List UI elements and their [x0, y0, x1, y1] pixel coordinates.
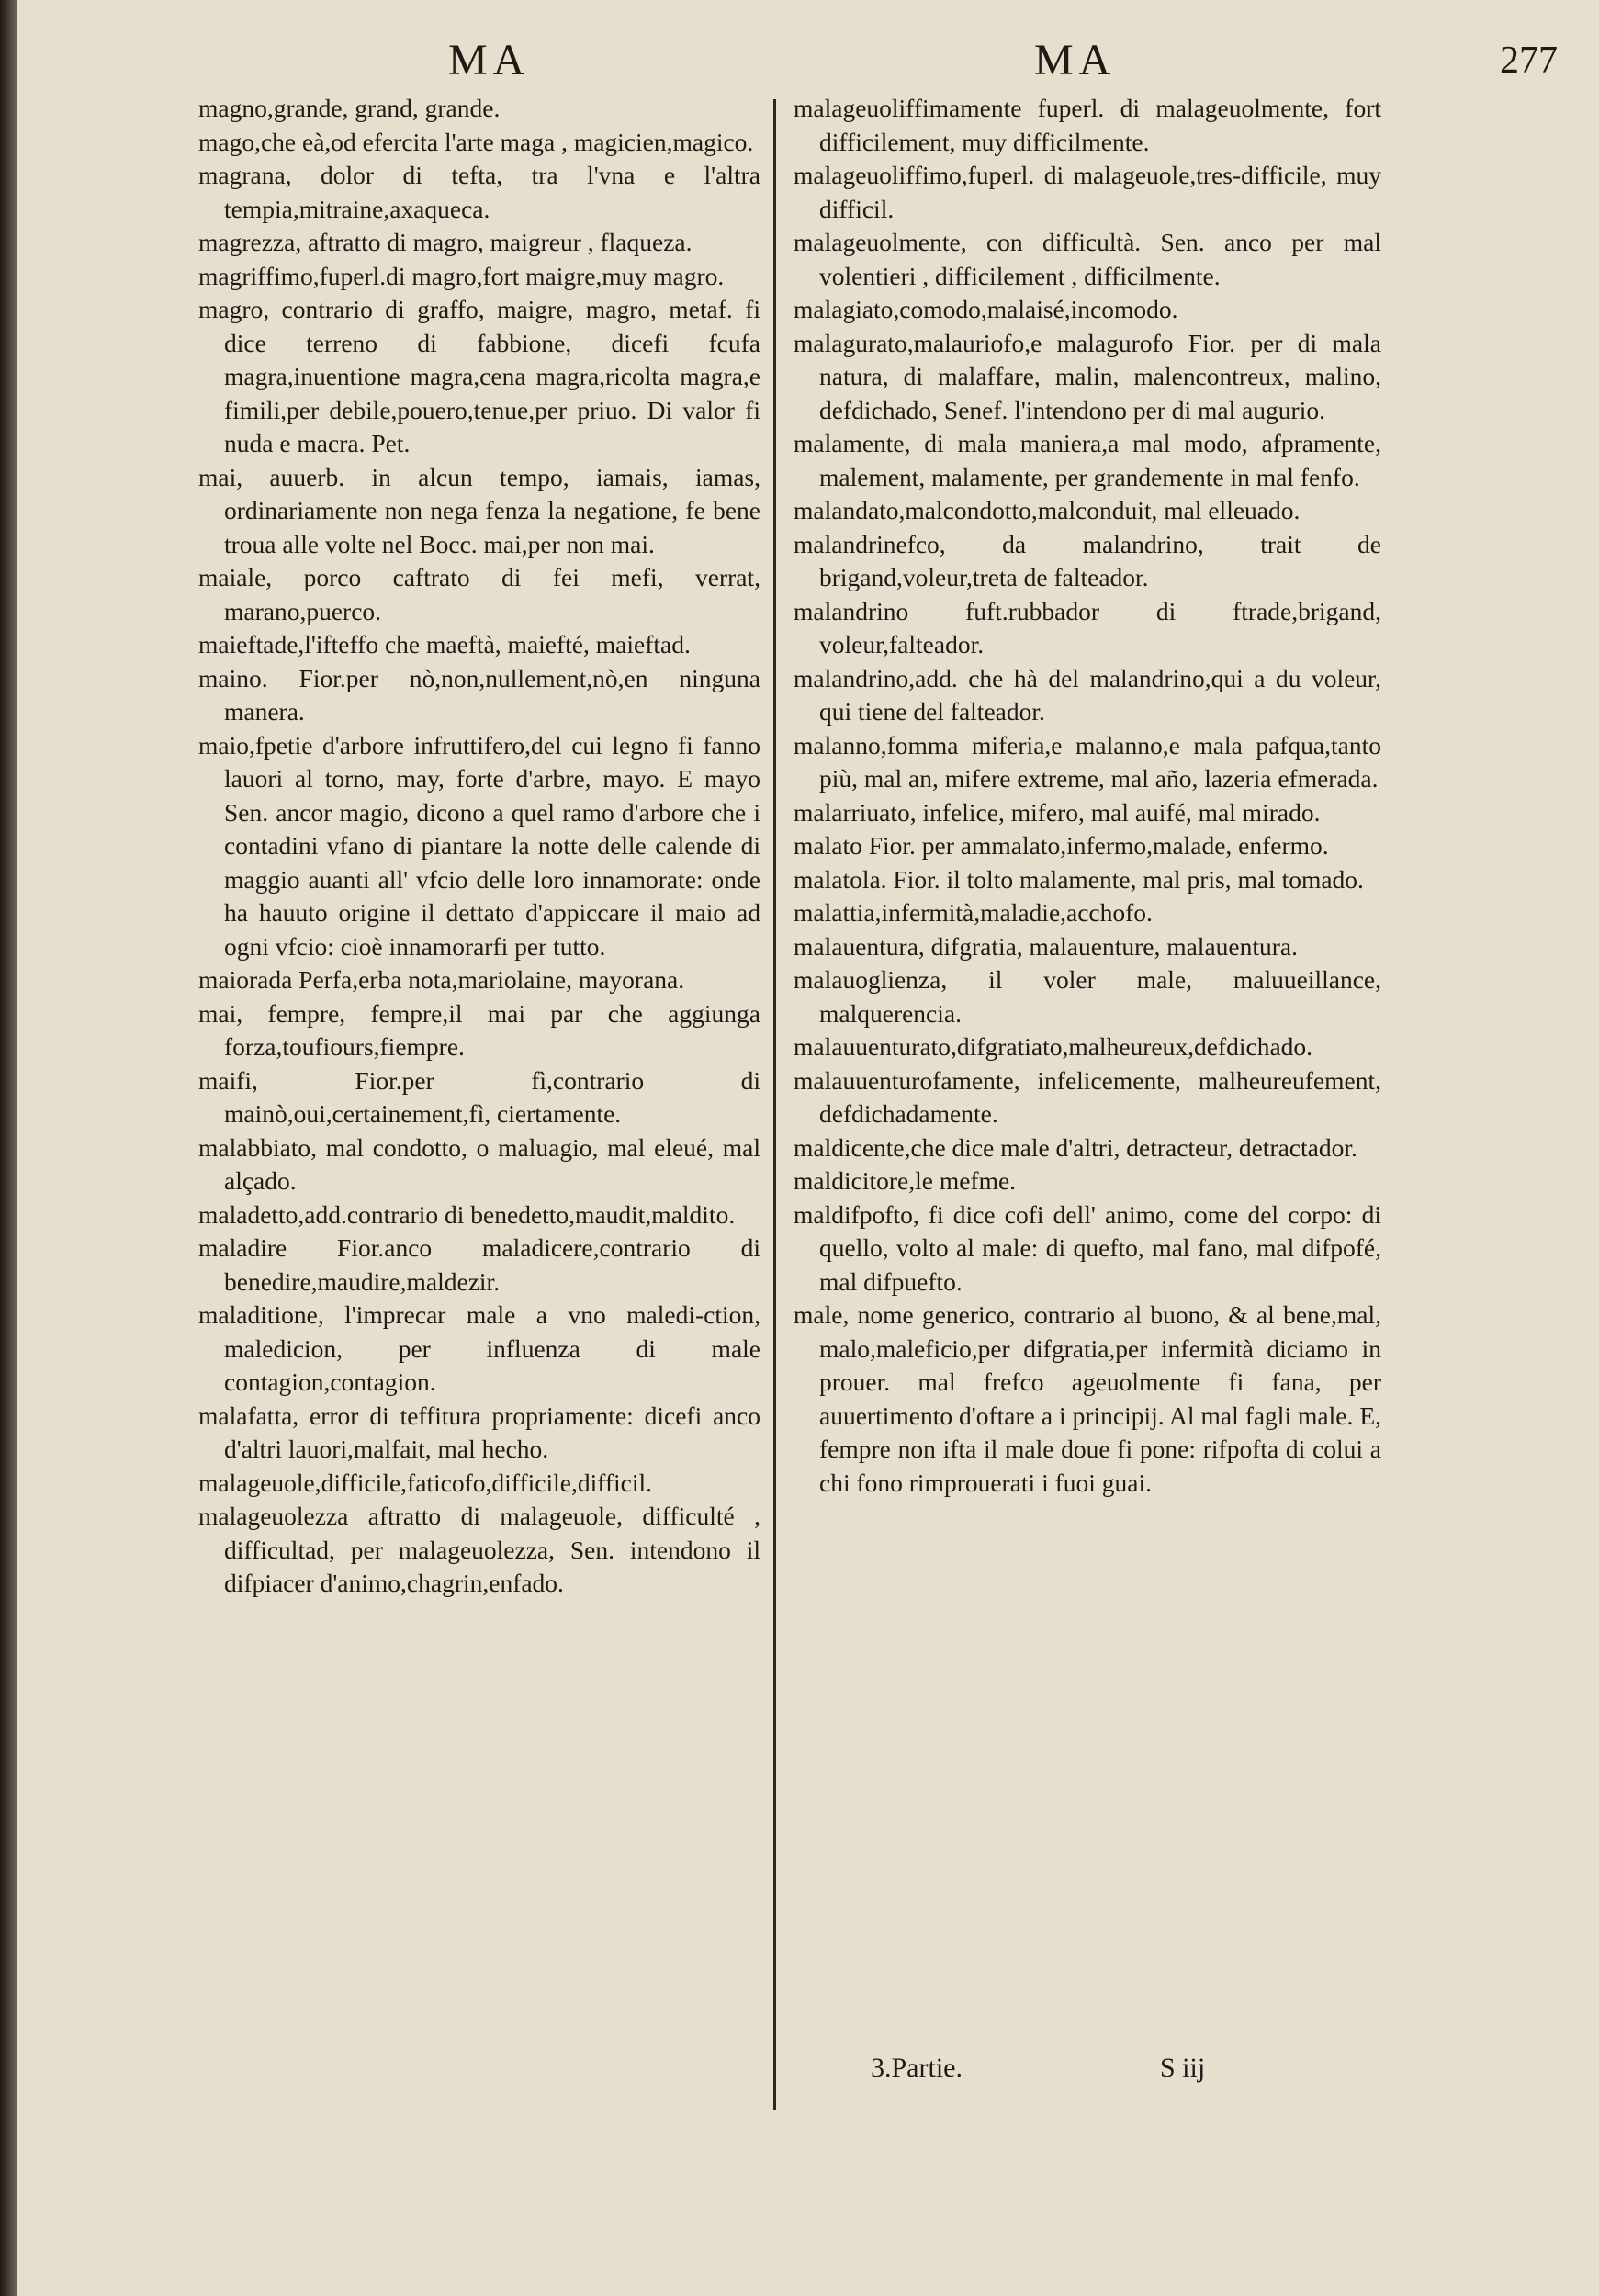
- dictionary-entry: mago,che eà,od efercita l'arte maga , magicien,magico.: [198, 127, 754, 156]
- dictionary-entry: malageuolezza aftratto di malageuole, difficulté , difficultad, per malageuolezza, Sen. intendono il difpiacer d'animo,chagrin,enfado.: [198, 1502, 760, 1597]
- dictionary-entry: mai, auuerb. in alcun tempo, iamais, iamas, ordinariamente non nega fenza la negatione, fe bene troua alle volte nel Bocc. mai,per non mai.: [198, 462, 760, 558]
- dictionary-entry: magrezza, aftratto di magro, maigreur , flaqueza.: [198, 228, 693, 256]
- dictionary-entry: malauoglienza, il voler male, maluueillance, malquerencia.: [794, 965, 1381, 1028]
- dictionary-entry: malageuole,difficile,faticofo,difficile,difficil.: [198, 1468, 653, 1497]
- dictionary-entry: malandrino,add. che hà del malandrino,qui a du voleur, qui tiene del falteador.: [794, 663, 1381, 726]
- dictionary-entry: maiorada Perfa,erba nota,mariolaine, mayorana.: [198, 965, 685, 994]
- dictionary-entry: malauuenturato,difgratiato,malheureux,defdichado.: [794, 1032, 1313, 1061]
- dictionary-entry: malafatta, error di teffitura propriamente: dicefi anco d'altri lauori,malfait, mal hecho.: [198, 1401, 760, 1463]
- left-column: [198, 92, 760, 1601]
- dictionary-entry: malamente, di mala maniera,a mal modo, afpramente, malement, malamente, per grandemente in mal fenfo.: [794, 429, 1381, 491]
- dictionary-entry: maladetto,add.contrario di benedetto,maudit,maldito.: [198, 1199, 736, 1229]
- dictionary-entry: malauentura, difgratia, malauenture, malauentura.: [794, 931, 1298, 961]
- signature-part: 3.Partie.: [871, 2053, 963, 2083]
- dictionary-entry: maiale, porco caftrato di fei mefi, verrat, marano,puerco.: [198, 563, 760, 625]
- dictionary-entry: malanno,fomma miferia,e malanno,e mala pafqua,tanto più, mal an, mifere extreme, mal año, lazeria efmerada.: [794, 730, 1381, 793]
- dictionary-entry: maieftade,l'ifteffo che maeftà, maiefté, maieftad.: [198, 630, 691, 658]
- dictionary-entry: maldicitore,le mefme.: [794, 1166, 1017, 1195]
- dictionary-entry: malandrinefco, da malandrino, trait de brigand,voleur,treta de falteador.: [794, 529, 1381, 591]
- dictionary-entry: magno,grande, grand, grande.: [198, 94, 501, 122]
- dictionary-entry: malato Fior. per ammalato,infermo,malade, enfermo.: [794, 831, 1329, 860]
- dictionary-entry: malageuoliffimo,fuperl. di malageuole,tres-difficile, muy difficil.: [794, 161, 1381, 223]
- dictionary-entry: maino. Fior.per nò,non,nullement,nò,en ninguna manera.: [198, 663, 760, 726]
- running-head-left: MA: [448, 36, 531, 84]
- dictionary-entry: maldicente,che dice male d'altri, detracteur, detractador.: [794, 1132, 1357, 1162]
- dictionary-entry: magro, contrario di graffo, maigre, magro, metaf. fi dice terreno di fabbione, dicefi fcufa magra,inuentione magra,cena magra,ricolta magra,e fimili,per debile,pouero,tenue,per priuo. Di valor fi nuda e macra. Pet.: [198, 295, 760, 457]
- dictionary-entry: malandato,malcondotto,malconduit, mal elleuado.: [794, 496, 1301, 524]
- dictionary-entry: male, nome generico, contrario al buono, & al bene,mal, malo,maleficio,per difgratia,per infermità diciamo in prouer. mal frefco ageuolmente fi fana, per auuertimento d'oftare a i principij. Al mal fagli male. E, fempre non ifta il male doue fi pone: rifpofta di colui a chi fono rimprouerati i fuoi guai.: [794, 1300, 1381, 1497]
- signature-mark: S iij: [1160, 2053, 1206, 2083]
- binding-edge: [0, 0, 17, 2296]
- right-column: [794, 92, 1381, 1500]
- dictionary-entry: magriffimo,fuperl.di magro,fort maigre,muy magro.: [198, 261, 725, 290]
- dictionary-entry: malagiato,comodo,malaisé,incomodo.: [794, 295, 1178, 323]
- dictionary-entry: malarriuato, infelice, mifero, mal auifé, mal mirado.: [794, 797, 1321, 827]
- dictionary-entry: maio,fpetie d'arbore infruttifero,del cui legno fi fanno lauori al torno, may, forte d'arbre, mayo. E mayo Sen. ancor magio, dicono a quel ramo d'arbore che i contadini vfano di piantare la notte delle calende di maggio auanti all' vfcio delle loro innamorate: onde ha hauuto origine il dettato d'appiccare il maio ad ogni vfcio: cioè innamorarfi per tutto.: [198, 730, 760, 961]
- page-number: 277: [1500, 39, 1558, 82]
- dictionary-entry: malattia,infermità,maladie,acchofo.: [794, 898, 1153, 927]
- dictionary-entry: malabbiato, mal condotto, o maluagio, mal eleué, mal alçado.: [198, 1132, 760, 1195]
- dictionary-entry: malatola. Fior. il tolto malamente, mal pris, mal tomado.: [794, 864, 1364, 894]
- book-page: [17, 0, 1599, 2296]
- column-rule: [773, 99, 776, 2110]
- dictionary-entry: malagurato,malauriofo,e malagurofo Fior. per di mala natura, di malaffare, malin, malencontreux, malino, defdichado, Senef. l'intendono per di mal augurio.: [794, 328, 1381, 424]
- dictionary-entry: maifi, Fior.per fì,contrario di mainò,oui,certainement,fì, ciertamente.: [198, 1065, 760, 1128]
- running-head-right: MA: [1034, 36, 1117, 84]
- dictionary-entry: malandrino fuft.rubbador di ftrade,brigand, voleur,falteador.: [794, 596, 1381, 658]
- dictionary-entry: malauuenturofamente, infelicemente, malheureufement, defdichadamente.: [794, 1065, 1381, 1128]
- dictionary-entry: maldifpofto, fi dice cofi dell' animo, come del corpo: di quello, volto al male: di quefto, mal fano, mal difpofé, mal difpuefto.: [794, 1199, 1381, 1296]
- dictionary-entry: malageuoliffimamente fuperl. di malageuolmente, fort difficilement, muy difficilmente.: [794, 94, 1381, 156]
- dictionary-entry: maladitione, l'imprecar male a vno maledi-ction, maledicion, per influenza di male contagion,contagion.: [198, 1300, 760, 1396]
- dictionary-entry: magrana, dolor di tefta, tra l'vna e l'altra tempia,mitraine,axaqueca.: [198, 161, 760, 223]
- dictionary-entry: mai, fempre, fempre,il mai par che aggiunga forza,toufiours,fiempre.: [198, 998, 760, 1061]
- dictionary-entry: maladire Fior.anco maladicere,contrario di benedire,maudire,maldezir.: [198, 1233, 760, 1296]
- dictionary-entry: malageuolmente, con difficultà. Sen. anco per mal volentieri , difficilement , difficilmente.: [794, 228, 1381, 290]
